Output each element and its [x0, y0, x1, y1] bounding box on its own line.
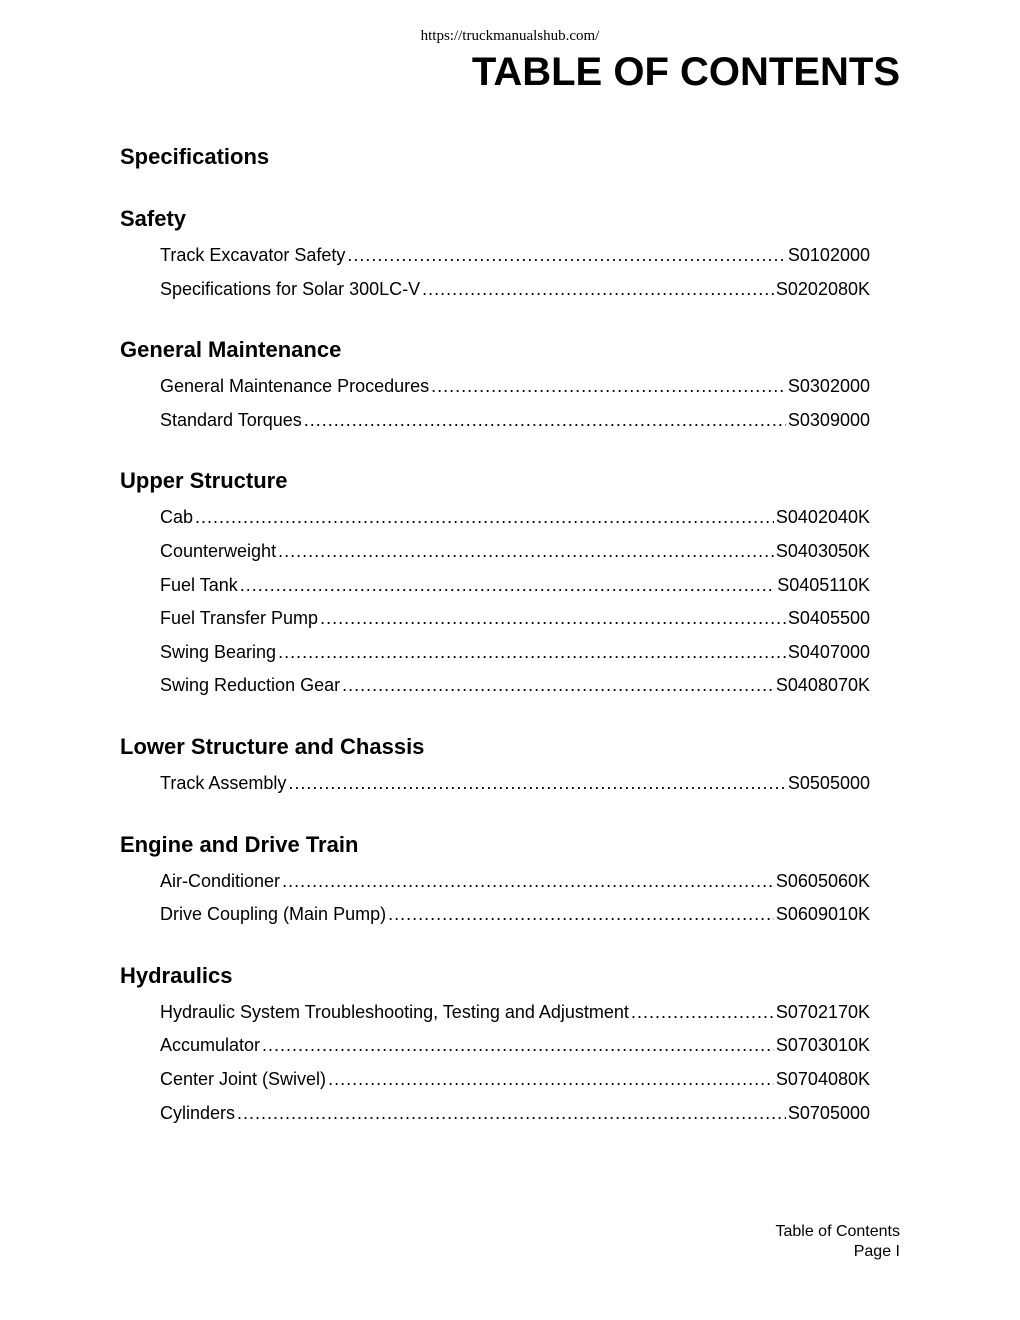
entry-section-code: S0609010K — [775, 904, 870, 925]
dot-leader — [262, 1029, 774, 1063]
entry-title: Fuel Transfer Pump — [160, 608, 319, 629]
footer-page-number: Page I — [853, 1243, 900, 1260]
dot-leader — [388, 898, 774, 932]
entry-title: Track Assembly — [160, 772, 287, 793]
entry-section-code: S0705000 — [787, 1102, 870, 1123]
entry-title: Specifications for Solar 300LC-V — [160, 278, 421, 299]
source-url[interactable]: https://truckmanualshub.com/ — [420, 28, 600, 44]
toc-section — [120, 139, 870, 175]
dot-leader — [278, 535, 774, 569]
toc-entry[interactable] — [160, 1063, 870, 1097]
toc-entry[interactable] — [160, 767, 870, 801]
entry-section-code: S0408070K — [775, 675, 870, 696]
toc-section — [120, 332, 870, 437]
section-heading: Upper Structure — [120, 468, 288, 494]
entry-title: Standard Torques — [160, 409, 302, 430]
dot-leader — [195, 501, 774, 535]
toc-entry[interactable] — [160, 669, 870, 703]
toc-entry[interactable] — [160, 535, 870, 569]
dot-leader — [328, 1063, 774, 1097]
page-title: TABLE OF CONTENTS — [471, 50, 900, 94]
dot-leader — [422, 273, 774, 307]
entry-section-code: S0309000 — [787, 409, 870, 430]
section-heading: General Maintenance — [120, 337, 342, 363]
entry-title: Drive Coupling (Main Pump) — [160, 904, 387, 925]
dot-leader — [304, 404, 786, 438]
entry-title: Accumulator — [160, 1035, 261, 1056]
toc-section — [120, 958, 870, 1130]
footer-section-label: Table of Contents — [775, 1223, 900, 1240]
entry-title: Swing Reduction Gear — [160, 675, 341, 696]
dot-leader — [282, 865, 774, 899]
entry-section-code: S0605060K — [775, 870, 870, 891]
entry-section-code: S0302000 — [787, 376, 870, 397]
section-heading: Safety — [120, 206, 187, 231]
entry-title: Air-Conditioner — [160, 870, 281, 891]
dot-leader — [237, 1097, 786, 1131]
toc-entry[interactable] — [160, 370, 870, 404]
entry-title: Hydraulic System Troubleshooting, Testing and Adjustment — [160, 1001, 629, 1022]
dot-leader — [288, 767, 786, 801]
entry-section-code: S0505000 — [787, 772, 870, 793]
toc-entry[interactable] — [160, 501, 870, 535]
entry-title: Swing Bearing — [160, 641, 277, 662]
page-footer — [775, 1222, 900, 1262]
entry-section-code: S0407000 — [787, 641, 870, 662]
dot-leader — [320, 602, 786, 636]
entry-title: Counterweight — [160, 540, 277, 561]
toc-entry[interactable] — [160, 569, 870, 603]
entry-section-code: S0402040K — [775, 507, 870, 528]
entry-section-code: S0405110K — [777, 574, 870, 595]
toc-entry[interactable] — [160, 239, 870, 273]
toc-section — [120, 463, 870, 703]
entry-title: Center Joint (Swivel) — [160, 1068, 327, 1089]
entry-section-code: S0202080K — [775, 278, 870, 299]
toc-section — [120, 201, 870, 306]
toc-entry[interactable] — [160, 1029, 870, 1063]
entry-title: Fuel Tank — [160, 574, 238, 595]
table-of-contents — [120, 139, 870, 1156]
entry-section-code: S0403050K — [775, 540, 870, 561]
section-heading: Specifications — [120, 144, 270, 169]
toc-entry[interactable] — [160, 602, 870, 636]
section-heading: Engine and Drive Train — [120, 831, 359, 857]
entry-section-code: S0702170K — [775, 1001, 870, 1022]
entry-section-code: S0703010K — [775, 1035, 870, 1056]
toc-entry[interactable] — [160, 865, 870, 899]
dot-leader — [278, 636, 786, 670]
toc-entry[interactable] — [160, 996, 870, 1030]
toc-section — [120, 729, 870, 801]
entry-section-code: S0405500 — [787, 608, 870, 629]
dot-leader — [631, 996, 774, 1030]
toc-entry[interactable] — [160, 636, 870, 670]
entry-section-code: S0704080K — [775, 1068, 870, 1089]
dot-leader — [342, 669, 774, 703]
toc-entry[interactable] — [160, 404, 870, 438]
section-heading: Hydraulics — [120, 962, 233, 988]
toc-entry[interactable] — [160, 1097, 870, 1131]
entry-title: Track Excavator Safety — [160, 245, 346, 265]
toc-entry[interactable] — [160, 898, 870, 932]
dot-leader — [240, 569, 776, 603]
entry-title: Cab — [160, 507, 194, 528]
section-heading: Lower Structure and Chassis — [120, 733, 425, 759]
dot-leader — [347, 239, 786, 273]
entry-title: General Maintenance Procedures — [160, 376, 430, 397]
entry-title: Cylinders — [160, 1102, 236, 1123]
entry-section-code: S0102000 — [787, 245, 870, 265]
dot-leader — [431, 370, 786, 404]
toc-section — [120, 827, 870, 932]
toc-entry[interactable] — [160, 273, 870, 307]
